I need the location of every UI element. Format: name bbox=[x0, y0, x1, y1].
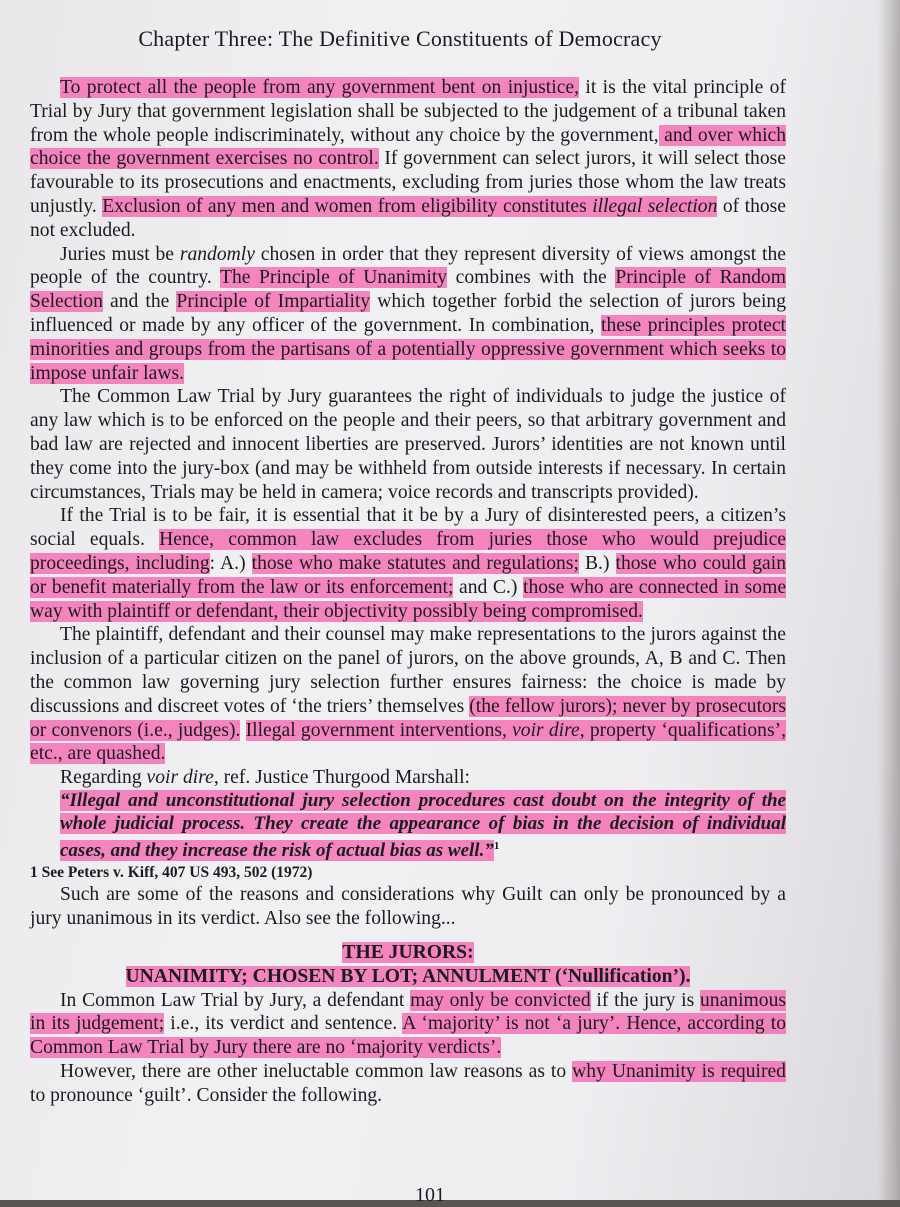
highlight: Illegal government interventions, voir dire, property ‘qualifications’, etc., are quashed. bbox=[30, 719, 787, 765]
highlight: To protect all the people from any government bent on injustice, bbox=[60, 77, 579, 98]
highlight: The Principle of Unanimity bbox=[219, 267, 448, 289]
highlight: those who are connected in some way with plaintiff or defendant, their objectivity possibly being compromised. bbox=[30, 576, 787, 622]
page-body bbox=[30, 76, 786, 1108]
paragraph-6: Regarding voir dire, ref. Justice Thurgood Marshall: bbox=[60, 767, 470, 789]
highlight: THE JURORS: bbox=[342, 941, 474, 963]
paragraph-1: To protect all the people from any government bent on injustice, it is the vital principle of Trial by Jury that government legislation shall be subjected to the judgement of a tribunal taken from the whole people indiscriminately, without any choice by the government, and over which choice the government exercises no control. If government can select jurors, it will select those favourable to its prosecutions and enactments, excluding from juries those whom the law treats unjustly. Exclusion of any men and women from eligibility constitutes illegal selection of those not excluded. bbox=[30, 77, 787, 241]
highlight: why Unanimity is required bbox=[572, 1061, 786, 1082]
footnote: 1 See Peters v. Kiff, 407 US 493, 502 (1972) bbox=[30, 864, 313, 882]
highlight: “Illegal and unconstitutional jury selection procedures cast doubt on the integrity of the whole judicial process. They create the appearance of bias in the decision of individual cases, and they increase the risk of actual bias as well.” bbox=[60, 789, 786, 862]
highlight: may only be convicted bbox=[410, 989, 591, 1011]
section-heading-1 bbox=[30, 941, 786, 965]
highlight: Principle of Random Selection bbox=[30, 267, 786, 313]
footnote-marker: 1 bbox=[493, 840, 500, 853]
highlight: Hence, common law excludes from juries those who would prejudice proceedings, including bbox=[30, 529, 786, 574]
highlight: those who could gain or benefit materially from the law or its enforcement; bbox=[30, 552, 786, 598]
highlight: UNANIMITY; CHOSEN BY LOT; ANNULMENT (‘Nullification’). bbox=[125, 965, 691, 987]
highlight: unanimous in its judgement; bbox=[30, 989, 786, 1035]
paragraph-2: Juries must be randomly chosen in order that they represent diversity of views amongst the people of the country. The Principle of Unanimity combines with the Principle of Random Selection and the Principle of Impartiality which together forbid the selection of jurors being influenced or made by any officer of the government. In combination, these principles protect minorities and groups from the partisans of a potentially oppressive government which seeks to impose unfair laws. bbox=[30, 243, 786, 384]
section-heading-2 bbox=[30, 965, 786, 989]
highlight: these principles protect minorities and groups from the partisans of a potentially oppressive government which seeks to impose unfair laws. bbox=[30, 314, 786, 384]
page-edge-shadow bbox=[878, 0, 900, 1200]
marshall-quote bbox=[30, 790, 786, 863]
paragraph-3: The Common Law Trial by Jury guarantees the right of individuals to judge the justice of any law which is to be enforced on the people and their peers, so that arbitrary government and bad law are rejected and innocent liberties are preserved. Jurors’ identities are not known until they come into the jury-box (and may be withheld from outside interests if necessary. In certain circumstances, Trials may be held in camera; voice records and transcripts provided). bbox=[30, 386, 786, 503]
paragraph-9: However, there are other ineluctable common law reasons as to why Unanimity is required to pronounce ‘guilt’. Consider the following. bbox=[30, 1061, 786, 1106]
chapter-header: Chapter Three: The Definitive Constituents of Democracy bbox=[138, 26, 662, 51]
highlight: those who make statutes and regulations; bbox=[251, 552, 579, 574]
paragraph-8: In Common Law Trial by Jury, a defendant may only be convicted if the jury is unanimous in its judgement; i.e., its verdict and sentence. A ‘majority’ is not ‘a jury’. Hence, according to Common Law Trial by Jury there are no ‘majority verdicts’. bbox=[30, 989, 786, 1059]
paragraph-5: The plaintiff, defendant and their counsel may make representations to the jurors against the inclusion of a particular citizen on the panel of jurors, on the above grounds, A, B and C. Then the common law governing jury selection further ensures fairness: the choice is made by discussions and discreet votes of ‘the triers’ themselves (the fellow jurors); never by prosecutors or convenors (i.e., judges). Illegal government interventions, voir dire, property ‘qualifications’, etc., are quashed. bbox=[30, 624, 787, 765]
page-number: 101 bbox=[415, 1184, 445, 1206]
highlight: Principle of Impartiality bbox=[176, 291, 371, 313]
highlight: Exclusion of any men and women from eligibility constitutes illegal selection bbox=[102, 195, 718, 217]
highlight: A ‘majority’ is not ‘a jury’. Hence, according to Common Law Trial by Jury there are no ‘majority verdicts’. bbox=[30, 1013, 786, 1059]
highlight: and over which choice the government exercises no control. bbox=[30, 124, 787, 170]
paragraph-4: If the Trial is to be fair, it is essential that it be by a Jury of disinterested peers, a citizen’s social equals. Hence, common law excludes from juries those who would prejudice proceedings, including: A.) those who make statutes and regulations; B.) those who could gain or benefit materially from the law or its enforcement; and C.) those who are connected in some way with plaintiff or defendant, their objectivity possibly being compromised. bbox=[30, 505, 787, 622]
paragraph-7: Such are some of the reasons and considerations why Guilt can only be pronounced by a jury unanimous in its verdict. Also see the following... bbox=[30, 884, 786, 929]
highlight: (the fellow jurors); never by prosecutors or convenors (i.e., judges). bbox=[30, 695, 786, 741]
